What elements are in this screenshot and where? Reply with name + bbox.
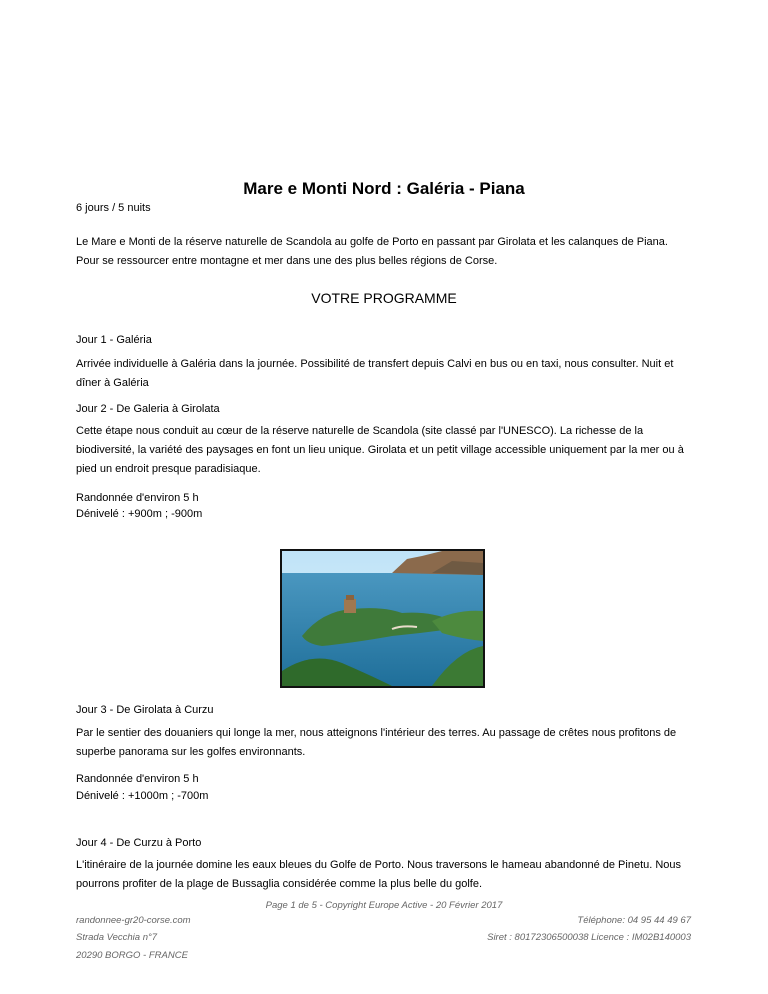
day-2-description xyxy=(76,422,696,479)
intro-line: Pour se ressourcer entre montagne et mer dans une des plus belles régions de Corse. xyxy=(76,255,498,267)
trip-duration: 6 jours / 5 nuits xyxy=(76,202,151,214)
day-2-heading: Jour 2 - De Galeria à Girolata xyxy=(76,403,220,415)
day-1-description xyxy=(76,355,696,393)
document-title: Mare e Monti Nord : Galéria - Piana xyxy=(243,179,525,198)
day-line: Arrivée individuelle à Galéria dans la journée. Possibilité de transfert depuis Calvi en bus ou en taxi, nous consulter. Nuit et xyxy=(76,358,674,370)
intro-paragraph xyxy=(76,233,696,271)
day-3-heading: Jour 3 - De Girolata à Curzu xyxy=(76,704,214,716)
day-line: pourrons profiter de la plage de Bussaglia considérée comme la plus belle du golfe. xyxy=(76,878,483,890)
day-line: dîner à Galéria xyxy=(76,377,149,389)
footer-phone: Téléphone: 04 95 44 49 67 xyxy=(577,915,691,926)
day-line: Par le sentier des douaniers qui longe la mer, nous atteignons l'intérieur des terres. Au passage de crêtes nous profitons de xyxy=(76,727,677,739)
day-1-heading: Jour 1 - Galéria xyxy=(76,334,152,346)
programme-heading: VOTRE PROGRAMME xyxy=(311,290,457,306)
day-3-hike-duration: Randonnée d'environ 5 h xyxy=(76,773,199,785)
day-4-description xyxy=(76,856,696,894)
day-3-elevation: Dénivelé : +1000m ; -700m xyxy=(76,790,209,802)
day-3-description xyxy=(76,724,696,762)
day-line: superbe panorama sur les golfes environnants. xyxy=(76,746,306,758)
footer-website: randonnee-gr20-corse.com xyxy=(76,915,191,926)
day-line: pied un endroit presque paradisiaque. xyxy=(76,463,261,475)
day-line: Cette étape nous conduit au cœur de la réserve naturelle de Scandola (site classé par l'UNESCO). La richesse de la xyxy=(76,425,644,437)
footer-page-info: Page 1 de 5 - Copyright Europe Active - 20 Février 2017 xyxy=(265,900,503,911)
girolata-photo xyxy=(280,549,485,688)
day-line: biodiversité, la variété des paysages en font un lieu unique. Girolata et un petit village accessible uniquement par la mer ou à xyxy=(76,444,684,456)
footer-street: Strada Vecchia n°7 xyxy=(76,932,158,943)
day-2-elevation: Dénivelé : +900m ; -900m xyxy=(76,508,203,520)
day-line: L'itinéraire de la journée domine les eaux bleues du Golfe de Porto. Nous traversons le hameau abandonné de Pinetu. Nous xyxy=(76,859,682,871)
intro-line: Le Mare e Monti de la réserve naturelle de Scandola au golfe de Porto en passant par Girolata et les calanques de Piana. xyxy=(76,236,668,248)
day-4-heading: Jour 4 - De Curzu à Porto xyxy=(76,837,202,849)
footer-siret: Siret : 80172306500038 Licence : IM02B140003 xyxy=(487,932,691,943)
girolata-landscape-image xyxy=(282,551,483,686)
day-2-hike-duration: Randonnée d'environ 5 h xyxy=(76,492,199,504)
footer-city: 20290 BORGO - FRANCE xyxy=(76,950,188,961)
